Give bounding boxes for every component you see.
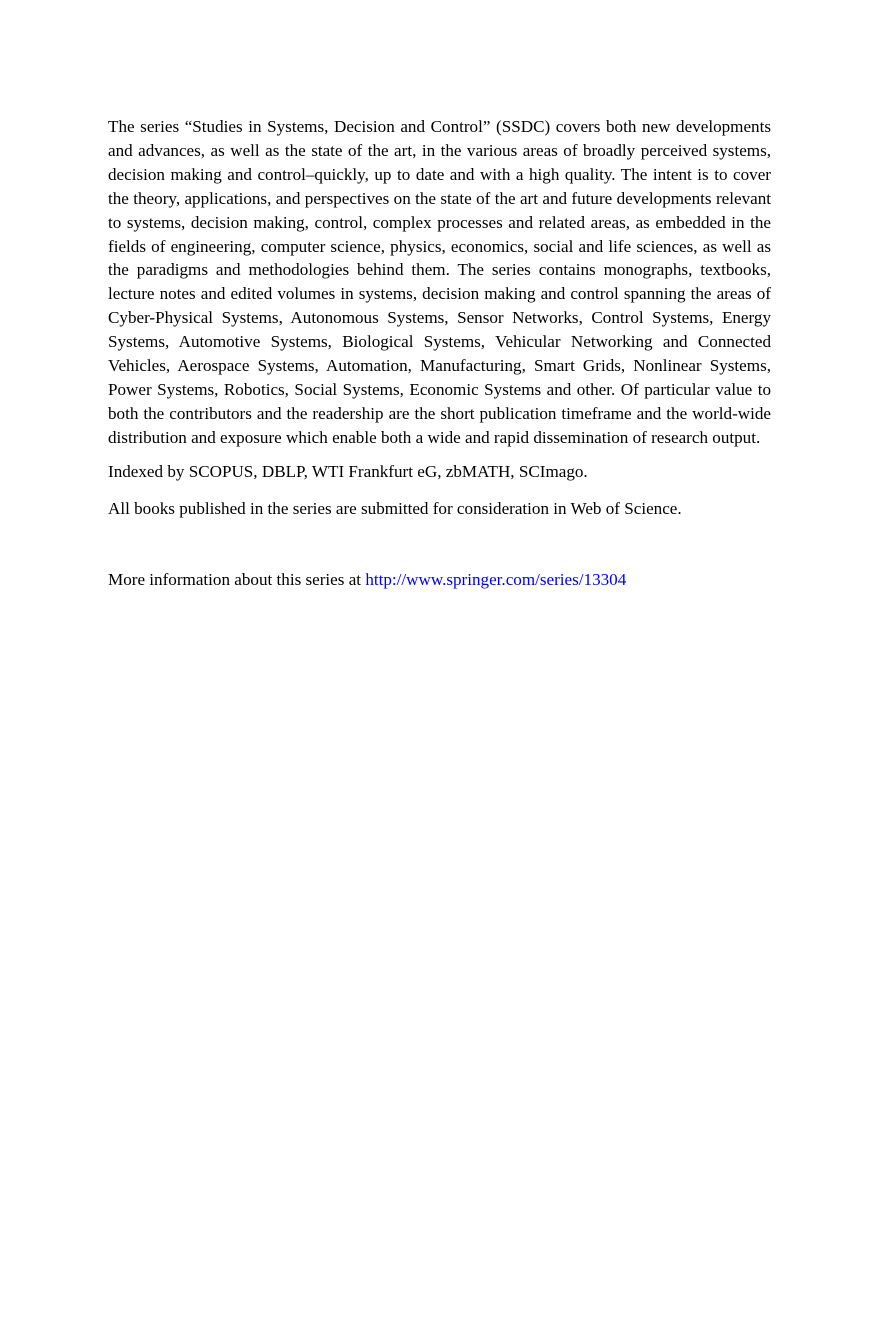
series-info-page — [108, 115, 771, 591]
more-info-text: More information about this series at — [108, 569, 366, 589]
indexing-statement: Indexed by SCOPUS, DBLP, WTI Frankfurt eG, zbMATH, SCImago. — [108, 461, 588, 481]
web-of-science-statement: All books published in the series are submitted for consideration in Web of Science. — [108, 498, 682, 518]
series-url-link[interactable]: http://www.springer.com/series/13304 — [365, 569, 627, 589]
more-info-line — [108, 568, 771, 592]
series-description: The series “Studies in Systems, Decision and Control” (SSDC) covers both new developments and advances, as well as the state of the art, in the various areas of broadly perceived systems, decision making and control–quickly, up to date and with a high quality. The intent is to cover the theory, applications, and perspectives on the state of the art and future developments relevant to systems, decision making, control, complex processes and related areas, as embedded in the fields of engineering, computer science, physics, economics, social and life sciences, as well as the paradigms and methodologies behind them. The series contains monographs, textbooks, lecture notes and edited volumes in systems, decision making and control spanning the areas of Cyber-Physical Systems, Autonomous Systems, Sensor Networks, Control Systems, Energy Systems, Automotive Systems, Biological Systems, Vehicular Networking and Connected Vehicles, Aerospace Systems, Automation, Manufacturing, Smart Grids, Nonlinear Systems, Power Systems, Robotics, Social Systems, Economic Systems and other. Of particular value to both the contributors and the readership are the short publication timeframe and the world-wide distribution and exposure which enable both a wide and rapid dissemination of research output. — [108, 117, 771, 447]
